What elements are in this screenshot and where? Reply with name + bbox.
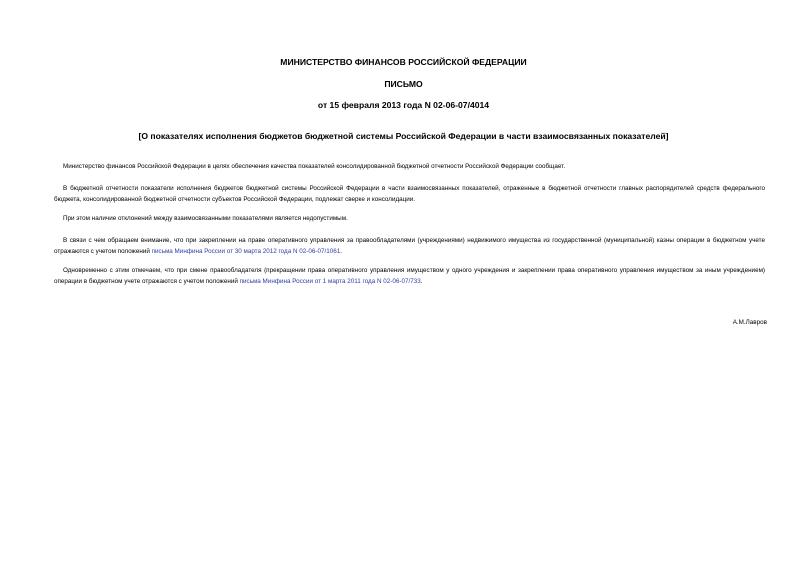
paragraph-4-end: . xyxy=(340,248,342,255)
paragraph-1: Министерство финансов Российской Федерации в целях обеспечения качества показателей консолидированной бюджетной отчетности Российской Федерации сообщает. xyxy=(63,163,566,170)
signature: А.М.Лавров xyxy=(732,319,767,326)
paragraph-5 xyxy=(54,265,765,287)
paragraph-4 xyxy=(54,235,765,257)
paragraph-5-end: . xyxy=(420,278,423,285)
reference-link-letter-733[interactable]: письма Минфина России от 1 марта 2011 года N 02-06-07/733 xyxy=(239,278,421,285)
document-date-number: от 15 февраля 2013 года N 02-06-07/4014 xyxy=(317,100,490,110)
ministry-title: МИНИСТЕРСТВО ФИНАНСОВ РОССИЙСКОЙ ФЕДЕРАЦИИ xyxy=(280,57,527,67)
paragraph-3: При этом наличие отклонений между взаимосвязанными показателями является недопустимым. xyxy=(63,215,348,222)
paragraph-4-text: В связи с чем обращаем внимание, что при закреплении на праве оперативного управления за правообладателями (учреждениями) недвижимого имущества из государственной (муниципальной) казны операции в бюджетном учете отражаются с учетом положений xyxy=(54,237,765,255)
document-type: ПИСЬМО xyxy=(384,79,423,89)
paragraph-5-text: Одновременно с этим отмечаем, что при смене правообладателя (прекращении права оперативного управления имуществом у одного учреждения и закреплении права оперативного управления имуществом за иным учреждением) операции в бюджетном учете отражаются с учетом положений xyxy=(54,267,765,285)
reference-link-letter-1061[interactable]: письма Минфина России от 30 марта 2012 года N 02-06-07/1061 xyxy=(151,248,341,255)
paragraph-2: В бюджетной отчетности показатели исполнения бюджетов бюджетной системы Российской Федерации в части взаимосвязанных показателей, отраженные в бюджетной отчетности главных распорядителей средств федерального бюджета, консолидированной бюджетной отчетности субъектов Российской Федерации, подлежат сверке и консолидации. xyxy=(54,185,765,203)
document-subject: [О показателях исполнения бюджетов бюджетной системы Российской Федерации в части взаимосвязанных показателей] xyxy=(138,131,669,141)
